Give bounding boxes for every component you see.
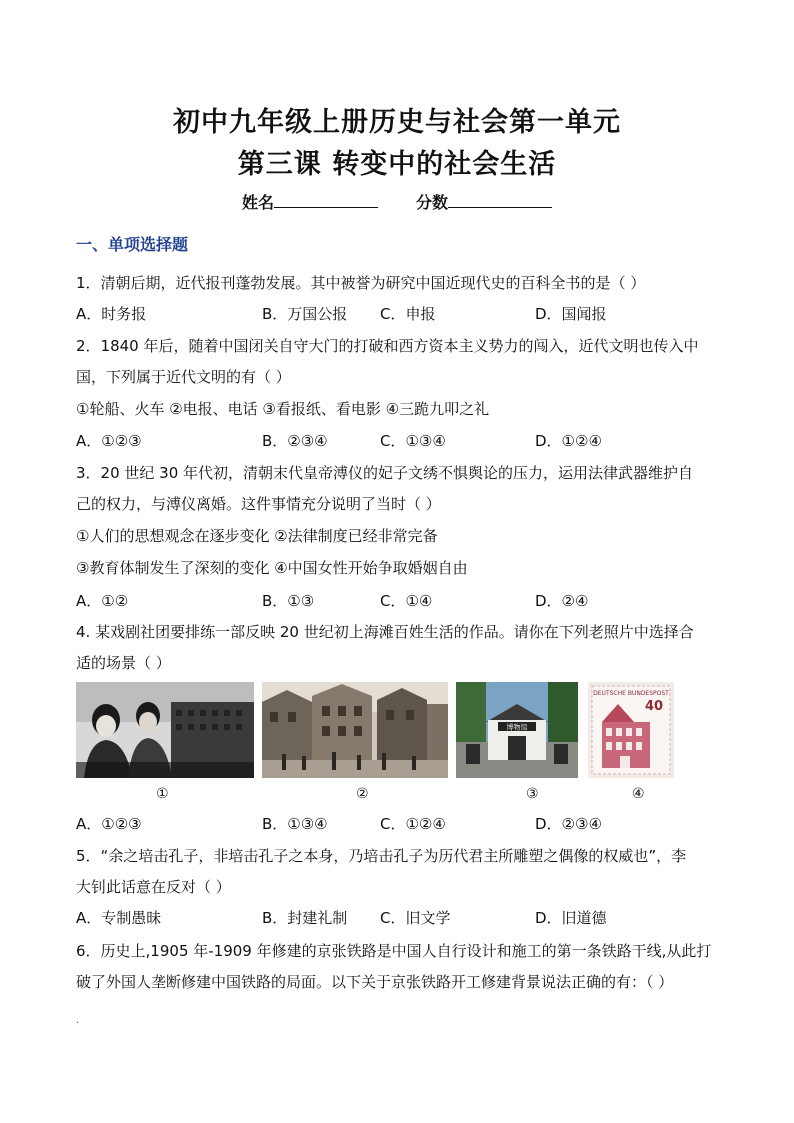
stamp-value: 40 xyxy=(644,699,664,714)
stamp-text: DEUTSCHE BUNDESPOST xyxy=(593,690,669,697)
q3-option-c: C．①④ xyxy=(380,592,433,610)
q5-option-c: C．旧文学 xyxy=(380,909,451,927)
q4-option-d: D．②③④ xyxy=(535,815,602,833)
score-label: 分数 xyxy=(416,193,449,212)
q1-option-b: B．万国公报 xyxy=(262,305,348,323)
q5-option-a: A．专制愚昧 xyxy=(76,909,162,927)
q5-option-d: D．旧道德 xyxy=(535,909,607,927)
question-1-text: 1．清朝后期，近代报刊蓬勃发展。其中被誉为研究中国近现代史的百科全书的是（ ） xyxy=(76,274,646,292)
q2-option-c: C．①③④ xyxy=(380,432,446,450)
photo-2-street xyxy=(262,682,448,778)
section-title: 一、单项选择题 xyxy=(76,235,189,254)
question-2-line-2: 国，下列属于近代文明的有（ ） xyxy=(76,368,291,386)
question-6-line-2: 破了外国人垄断修建中国铁路的局面。以下关于京张铁路开工修建背景说法正确的有：（ ） xyxy=(76,973,674,991)
q3-option-a: A．①② xyxy=(76,592,129,610)
question-4-line-2: 适的场景（ ） xyxy=(76,654,171,672)
photo-3-caption: ③ xyxy=(526,786,539,802)
question-2-line-1: 2．1840 年后，随着中国闭关自守大门的打破和西方资本主义势力的闯入，近代文明也传入中 xyxy=(76,337,699,355)
question-6-line-1: 6．历史上,1905 年-1909 年修建的京张铁路是中国人自行设计和施工的第一条铁路干线,从此打 xyxy=(76,942,712,960)
question-3-line-3: ①人们的思想观念在逐步变化 ②法律制度已经非常完备 xyxy=(76,527,438,545)
photo-4-caption: ④ xyxy=(632,786,645,802)
question-4-line-1: 4. 某戏剧社团要排练一部反映 20 世纪初上海滩百姓生活的作品。请你在下列老照片中选择合 xyxy=(76,623,694,641)
q3-option-b: B．①③ xyxy=(262,592,315,610)
page-subtitle: 第三课 转变中的社会生活 xyxy=(237,149,557,180)
q4-option-a: A．①②③ xyxy=(76,815,142,833)
name-label: 姓名 xyxy=(241,193,274,212)
question-3-line-2: 己的权力，与溥仪离婚。这件事情充分说明了当时（ ） xyxy=(76,495,441,513)
photo-4-stamp xyxy=(588,682,674,778)
q4-option-b: B．①③④ xyxy=(262,815,328,833)
photo-3-gate xyxy=(456,682,578,778)
question-2-line-3: ①轮船、火车 ②电报、电话 ③看报纸、看电影 ④三跪九叩之礼 xyxy=(76,400,490,418)
name-blank[interactable] xyxy=(274,193,378,208)
question-5-line-1: 5．“余之培击孔子，非培击孔子之本身，乃培击孔子为历代君主所雕塑之偶像的权威也”，李 xyxy=(76,847,687,865)
q2-option-a: A．①②③ xyxy=(76,432,142,450)
question-5-line-2: 大钊此话意在反对（ ） xyxy=(76,878,231,896)
name-score-line xyxy=(0,190,794,213)
photo-1-switchboard xyxy=(76,682,254,778)
q2-option-d: D．①②④ xyxy=(535,432,602,450)
photo-2-caption: ② xyxy=(356,786,369,802)
photo-1-caption: ① xyxy=(156,786,169,802)
question-3-line-4: ③教育体制发生了深刻的变化 ④中国女性开始争取婚姻自由 xyxy=(76,559,468,577)
score-blank[interactable] xyxy=(448,193,552,208)
question-3-line-1: 3．20 世纪 30 年代初，清朝末代皇帝溥仪的妃子文绣不惧舆论的压力，运用法律武器维护自 xyxy=(76,464,694,482)
page-title: 初中九年级上册历史与社会第一单元 xyxy=(173,107,621,138)
q2-option-b: B．②③④ xyxy=(262,432,328,450)
q5-option-b: B．封建礼制 xyxy=(262,909,348,927)
paragraph-mark: . xyxy=(76,1015,80,1026)
q3-option-d: D．②④ xyxy=(535,592,589,610)
gate-sign-text: 博物馆 xyxy=(506,723,528,732)
q1-option-d: D．国闻报 xyxy=(535,305,607,323)
q1-option-a: A．时务报 xyxy=(76,305,147,323)
q1-option-c: C．申报 xyxy=(380,305,436,323)
q4-option-c: C．①②④ xyxy=(380,815,446,833)
